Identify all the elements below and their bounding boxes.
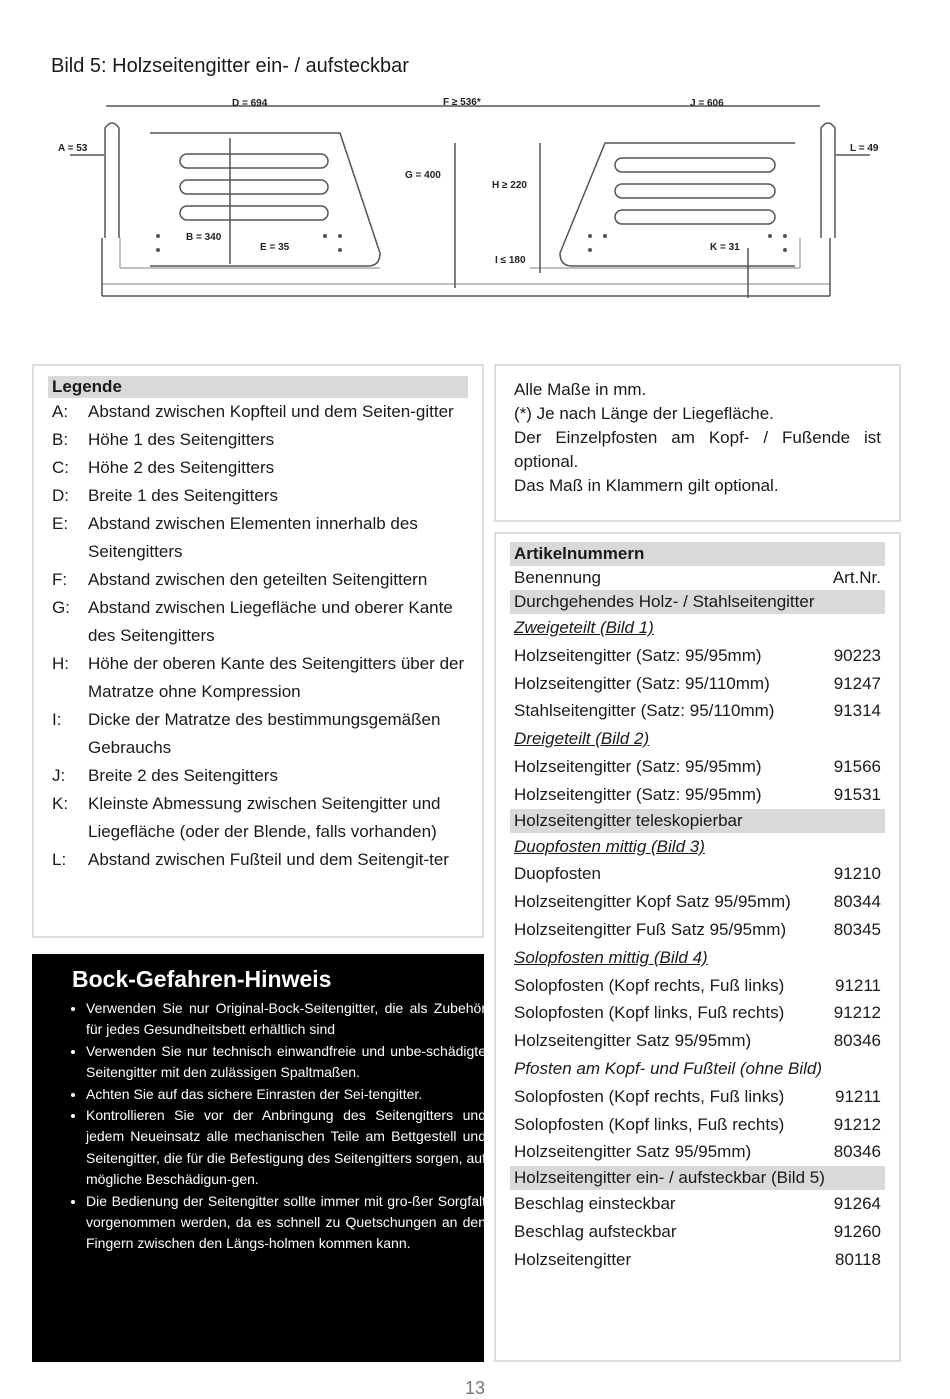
article-row xyxy=(510,888,885,916)
legend-text: Höhe 1 des Seitengitters xyxy=(88,430,275,449)
hazard-bullet: • Kontrollieren Sie vor der Anbringung des Seitengitters und jedem Neueinsatz alle mechanischen Teile am Bettgestell und Seitengitter, die für die Befestigung des Seitengitters sorgen, auf mögliche Beschädigun-gen. xyxy=(86,1105,486,1191)
article-row xyxy=(510,1190,885,1218)
article-number: 91212 xyxy=(833,1114,881,1134)
legend-item xyxy=(48,482,468,510)
article-row xyxy=(510,1111,885,1139)
legend-letter: L: xyxy=(52,850,67,869)
article-name: Solopfosten (Kopf links, Fuß rechts) xyxy=(514,1114,785,1134)
hazard-bullet: • Verwenden Sie nur technisch einwandfreie und unbe-schädigte Seitengitter mit den zulässigen Spaltmaßen. xyxy=(86,1041,486,1084)
hazard-title: Bock-Gefahren-Hinweis xyxy=(72,966,332,992)
legend-item xyxy=(48,650,468,706)
legend-item xyxy=(48,846,468,874)
legend-item xyxy=(48,790,468,846)
legend-item xyxy=(48,706,468,762)
legend-item xyxy=(48,762,468,790)
article-row xyxy=(510,1218,885,1246)
article-group-heading xyxy=(510,725,885,753)
article-name: Solopfosten mittig (Bild 4) xyxy=(514,947,708,967)
article-number: 91566 xyxy=(833,756,881,776)
legend-text: Breite 1 des Seitengitters xyxy=(88,486,278,505)
article-row xyxy=(510,1246,885,1274)
article-row xyxy=(510,781,885,809)
legend-text: Abstand zwischen Fußteil und dem Seitengit-ter xyxy=(88,850,449,869)
article-number: 91314 xyxy=(833,701,881,721)
notes-panel xyxy=(494,364,901,522)
article-heading xyxy=(510,542,885,566)
article-name: Holzseitengitter teleskopierbar xyxy=(514,810,743,830)
article-name: Beschlag einsteckbar xyxy=(514,1194,676,1214)
article-name: Solopfosten (Kopf links, Fuß rechts) xyxy=(514,1003,785,1023)
article-name: Holzseitengitter (Satz: 95/95mm) xyxy=(514,645,762,665)
hazard-bullet: • Die Bedienung der Seitengitter sollte immer mit gro-ßer Sorgfalt vorgenommen werden, da es schnell zu Quetschungen an den Fingern zwischen den Längs-holmen kommen kann. xyxy=(86,1191,486,1255)
legend-text: Höhe der oberen Kante des Seitengitters über der Matratze ohne Kompression xyxy=(88,654,465,701)
article-name: Solopfosten (Kopf rechts, Fuß links) xyxy=(514,975,785,995)
article-numbers-panel xyxy=(494,532,901,1362)
article-row xyxy=(510,999,885,1027)
article-name: Holzseitengitter ein- / aufsteckbar (Bild 5) xyxy=(514,1168,825,1188)
article-number: 91531 xyxy=(833,784,881,804)
dim-k-label: K = 31 xyxy=(710,242,740,253)
article-heading-text: Artikelnummern xyxy=(514,544,645,563)
dim-h-label: H ≥ 220 xyxy=(492,180,527,191)
article-number: 80344 xyxy=(833,892,881,912)
article-name: Holzseitengitter Satz 95/95mm) xyxy=(514,1142,752,1162)
article-name: Holzseitengitter (Satz: 95/95mm) xyxy=(514,756,762,776)
article-number: 91247 xyxy=(833,673,881,693)
legend-list xyxy=(48,398,468,874)
article-number: 91260 xyxy=(833,1221,881,1241)
article-row xyxy=(510,1138,885,1166)
dim-i-label: I ≤ 180 xyxy=(495,255,526,266)
article-row xyxy=(510,697,885,725)
legend-item xyxy=(48,454,468,482)
article-row xyxy=(510,972,885,1000)
dim-g-label: G = 400 xyxy=(405,170,441,181)
article-name: Solopfosten (Kopf rechts, Fuß links) xyxy=(514,1086,785,1106)
article-column-header xyxy=(510,566,885,590)
legend-text: Abstand zwischen Elementen innerhalb des Seitengitters xyxy=(88,514,418,561)
article-number: 91211 xyxy=(834,975,881,995)
note-brackets: Das Maß in Klammern gilt optional. xyxy=(514,476,779,495)
legend-letter: G: xyxy=(52,598,70,617)
article-name: Holzseitengitter (Satz: 95/110mm) xyxy=(514,673,770,693)
legend-letter: J: xyxy=(52,766,66,785)
article-number: 91211 xyxy=(834,1086,881,1106)
note-units: Alle Maße in mm. xyxy=(514,380,647,399)
article-name: Zweigeteilt (Bild 1) xyxy=(514,618,654,637)
legend-item xyxy=(48,398,468,426)
legend-letter: K: xyxy=(52,794,69,813)
legend-text: Kleinste Abmessung zwischen Seitengitter und Liegefläche (oder der Blende, falls vorhanden) xyxy=(88,794,441,841)
legend-letter: H: xyxy=(52,654,69,673)
legend-text: Höhe 2 des Seitengitters xyxy=(88,458,275,477)
article-group-heading xyxy=(510,614,885,642)
hazard-bullet: • Verwenden Sie nur Original-Bock-Seitengitter, die als Zubehör für jedes Gesundheitsbett erhältlich sind xyxy=(86,998,486,1041)
dim-l-label: L = 49 xyxy=(850,143,879,154)
legend-text: Abstand zwischen Liegefläche und oberer Kante des Seitengitters xyxy=(88,598,453,645)
article-name: Holzseitengitter Fuß Satz 95/95mm) xyxy=(514,919,787,939)
dim-d-label: D = 694 xyxy=(232,98,268,109)
legend-item xyxy=(48,594,468,650)
article-number: 91264 xyxy=(833,1194,881,1214)
legend-letter: E: xyxy=(52,514,69,533)
article-number: 91210 xyxy=(833,864,881,884)
legend-text: Breite 2 des Seitengitters xyxy=(88,766,278,785)
hazard-panel xyxy=(32,954,484,1362)
hazard-bullet: • Achten Sie auf das sichere Einrasten der Sei-tengitter. xyxy=(86,1084,486,1105)
dim-a-label: A = 53 xyxy=(58,143,88,154)
article-group-heading xyxy=(510,590,885,614)
article-group-heading xyxy=(510,1166,885,1190)
article-name: Holzseitengitter xyxy=(514,1249,632,1269)
note-post: Der Einzelpfosten am Kopf- / Fußende ist optional. xyxy=(514,428,881,471)
legend-text: Abstand zwischen den geteilten Seitengittern xyxy=(88,570,428,589)
article-group-heading xyxy=(510,809,885,833)
dim-e-label: E = 35 xyxy=(260,242,290,253)
article-name: Beschlag aufsteckbar xyxy=(514,1221,677,1241)
dim-j-label: J = 606 xyxy=(690,98,724,109)
article-number: 90223 xyxy=(833,645,881,665)
dim-f-label: F ≥ 536* xyxy=(443,97,481,108)
article-name: Holzseitengitter Satz 95/95mm) xyxy=(514,1031,752,1051)
legend-letter: C: xyxy=(52,458,69,477)
legend-letter: F: xyxy=(52,570,68,589)
article-row xyxy=(510,753,885,781)
article-row xyxy=(510,670,885,698)
article-row xyxy=(510,642,885,670)
article-name: Holzseitengitter (Satz: 95/95mm) xyxy=(514,784,762,804)
note-asterisk: (*) Je nach Länge der Liegefläche. xyxy=(514,404,774,423)
side-rail-diagram xyxy=(50,88,910,313)
legend-letter: D: xyxy=(52,486,69,505)
article-row xyxy=(510,916,885,944)
article-group-heading xyxy=(510,1055,885,1083)
legend-item xyxy=(48,510,468,566)
article-name: Duopfosten xyxy=(514,864,601,884)
article-number: 80346 xyxy=(833,1142,881,1162)
legend-item xyxy=(48,566,468,594)
legend-text: Abstand zwischen Kopfteil und dem Seiten-gitter xyxy=(88,402,454,421)
figure-title: Bild 5: Holzseitengitter ein- / aufsteckbar xyxy=(51,55,409,77)
article-row xyxy=(510,1083,885,1111)
article-group-heading xyxy=(510,944,885,972)
article-group-heading xyxy=(510,833,885,861)
column-name-header: Benennung xyxy=(514,568,601,587)
article-name: Holzseitengitter Kopf Satz 95/95mm) xyxy=(514,892,791,912)
dim-b-label: B = 340 xyxy=(186,232,222,243)
legend-panel xyxy=(32,364,484,938)
article-row xyxy=(510,860,885,888)
page-number: 13 xyxy=(464,1378,486,1398)
legend-heading: Legende xyxy=(48,376,468,398)
legend-letter: A: xyxy=(52,402,69,421)
article-number: 80345 xyxy=(833,919,881,939)
article-number: 80118 xyxy=(834,1249,881,1269)
legend-letter: I: xyxy=(52,710,62,729)
article-list xyxy=(510,590,885,1274)
article-name: Durchgehendes Holz- / Stahlseitengitter xyxy=(514,592,815,611)
article-name: Pfosten am Kopf- und Fußteil (ohne Bild) xyxy=(514,1058,823,1078)
article-number: 91212 xyxy=(833,1003,881,1023)
article-row xyxy=(510,1027,885,1055)
legend-text: Dicke der Matratze des bestimmungsgemäßen Gebrauchs xyxy=(88,710,441,757)
article-name: Duopfosten mittig (Bild 3) xyxy=(514,836,705,856)
article-name: Stahlseitengitter (Satz: 95/110mm) xyxy=(514,701,775,721)
legend-item xyxy=(48,426,468,454)
legend-letter: B: xyxy=(52,430,69,449)
article-name: Dreigeteilt (Bild 2) xyxy=(514,729,650,749)
hazard-list xyxy=(66,998,486,1255)
column-nr-header: Art.Nr. xyxy=(832,568,881,587)
article-number: 80346 xyxy=(833,1031,881,1051)
